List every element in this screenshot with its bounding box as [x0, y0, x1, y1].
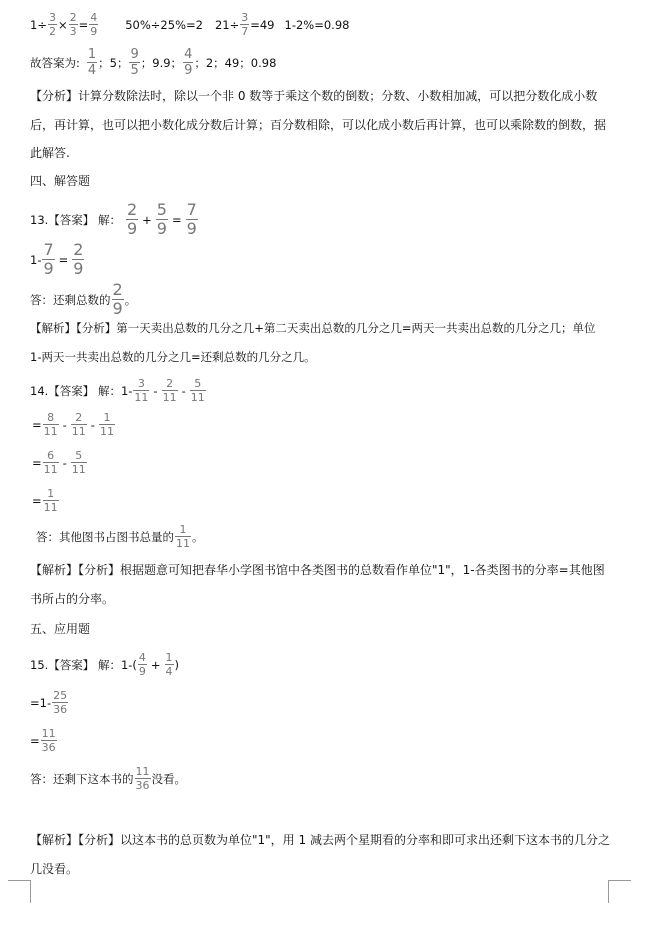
analysis-paragraph: 【分析】计算分数除法时，除以一个非 0 数等于乘这个数的倒数；分数、小数相加减，可以把分数化成小数后，再计算，也可以把小数化成分数后计算；百分数相除，可以化成小数后再计算，也可以乘除数的倒数，据此解答.	[30, 89, 607, 160]
conclusion-text: 。	[124, 292, 137, 307]
operator: +	[150, 657, 161, 672]
expr-text: 1-2%=0.98	[284, 17, 350, 32]
expr-text: =	[78, 17, 89, 32]
q14-step-line	[32, 488, 60, 513]
expr-text: =	[32, 493, 42, 508]
calc-results-line	[30, 12, 349, 37]
expr-text: 50%÷25%=2	[125, 17, 203, 32]
corner-mark-bottom-right	[608, 880, 631, 903]
q15-step-line	[30, 728, 58, 753]
fraction: $\frac{1}{11}$	[43, 487, 58, 514]
fraction: $\frac{25}{36}$	[53, 689, 68, 716]
q13-step-line	[30, 242, 85, 277]
fraction: $\frac{1}{11}$	[176, 523, 190, 550]
fraction: $\frac{1}{11}$	[99, 411, 114, 438]
answer-text: ；5；	[98, 55, 129, 70]
answer-text: ；2；49；0.98	[194, 55, 277, 70]
fraction: $\frac{5}{9}$	[156, 200, 167, 238]
answer-line	[30, 48, 276, 77]
operator: -	[62, 455, 67, 470]
fraction: $\frac{4}{9}$	[90, 11, 98, 38]
operator: +	[142, 212, 152, 227]
operator: -	[90, 417, 95, 432]
fraction: $\frac{5}{11}$	[190, 377, 205, 404]
fraction: $\frac{2}{9}$	[126, 200, 138, 238]
fraction: $\frac{4}{9}$	[184, 47, 193, 78]
conclusion-text: 答：还剩总数的	[30, 292, 111, 307]
conclusion-text: 。	[192, 529, 204, 544]
answer-label: 13.【答案】 解：	[30, 212, 121, 227]
section-heading: 四、解答题	[30, 174, 91, 188]
conclusion-text: 没看。	[151, 771, 186, 786]
expr-text: =	[32, 417, 42, 432]
fraction: $\frac{4}{9}$	[138, 651, 146, 678]
q14-step-line	[32, 412, 116, 437]
expr-text: 21÷	[214, 17, 240, 32]
q15-conclusion-line	[30, 766, 186, 791]
operator: -	[62, 417, 67, 432]
fraction: $\frac{3}{7}$	[241, 11, 249, 38]
answer-label: 14.【答案】 解：1-	[30, 383, 133, 398]
expr-text: 1÷	[30, 17, 47, 32]
q15-answer-line	[30, 652, 179, 677]
fraction: $\frac{1}{4}$	[165, 651, 173, 678]
section-heading: 五、应用题	[30, 622, 91, 636]
fraction: $\frac{6}{11}$	[43, 449, 58, 476]
q14-conclusion-line	[36, 524, 204, 549]
expr-text: )	[174, 657, 180, 672]
expr-text: =1-	[30, 695, 52, 710]
conclusion-text: 答：其他图书占图书总量的	[36, 529, 174, 544]
answer-label: 故答案为:	[30, 55, 80, 70]
answer-label: 15.【答案】 解：1-(	[30, 657, 137, 672]
q14-analysis-paragraph: 【解析】【分析】根据题意可知把春华小学图书馆中各类图书的总数看作单位"1"，1-各类图书的分率=其他图书所占的分率。	[30, 563, 605, 606]
fraction: $\frac{2}{3}$	[69, 11, 77, 38]
fraction: $\frac{7}{9}$	[43, 240, 54, 278]
operator: -	[181, 383, 186, 398]
fraction: $\frac{2}{11}$	[71, 411, 86, 438]
q13-analysis-paragraph: 【解析】【分析】第一天卖出总数的几分之几+第二天卖出总数的几分之几=两天一共卖出总数的几分之几；单位 1-两天一共卖出总数的几分之几=还剩总数的几分之几。	[30, 321, 596, 364]
fraction: $\frac{2}{9}$	[73, 240, 84, 278]
answer-text: ；9.9；	[140, 55, 183, 70]
fraction: $\frac{11}{36}$	[41, 727, 56, 754]
q15-step-line	[30, 690, 69, 715]
expr-text: =	[32, 455, 42, 470]
fraction: $\frac{2}{11}$	[162, 377, 177, 404]
fraction: $\frac{2}{9}$	[112, 280, 123, 318]
fraction: $\frac{1}{4}$	[87, 47, 97, 78]
q15-analysis-paragraph: 【解析】【分析】以这本书的总页数为单位"1"，用 1 减去两个星期看的分率和即可求出还剩下这本书的几分之几没看。	[30, 833, 610, 876]
fraction: $\frac{3}{2}$	[48, 11, 56, 38]
operator: -	[153, 383, 158, 398]
expr-text: =49	[250, 17, 275, 32]
q13-answer-line	[30, 202, 199, 237]
fraction: $\frac{3}{11}$	[134, 377, 149, 404]
expr-text: ×	[57, 17, 68, 32]
operator: =	[58, 252, 69, 267]
fraction: $\frac{9}{5}$	[130, 47, 139, 78]
conclusion-text: 答：还剩下这本书的	[30, 771, 134, 786]
fraction: $\frac{8}{11}$	[43, 411, 58, 438]
fraction: $\frac{5}{11}$	[71, 449, 86, 476]
fraction: $\frac{7}{9}$	[186, 200, 197, 238]
expr-text: 1-	[30, 252, 42, 267]
corner-mark-bottom-left	[8, 880, 31, 903]
q14-answer-line	[30, 378, 207, 403]
q13-conclusion-line	[30, 282, 136, 317]
q14-step-line	[32, 450, 88, 475]
expr-text: =	[30, 733, 40, 748]
operator: =	[171, 212, 182, 227]
fraction: $\frac{11}{36}$	[135, 765, 150, 792]
